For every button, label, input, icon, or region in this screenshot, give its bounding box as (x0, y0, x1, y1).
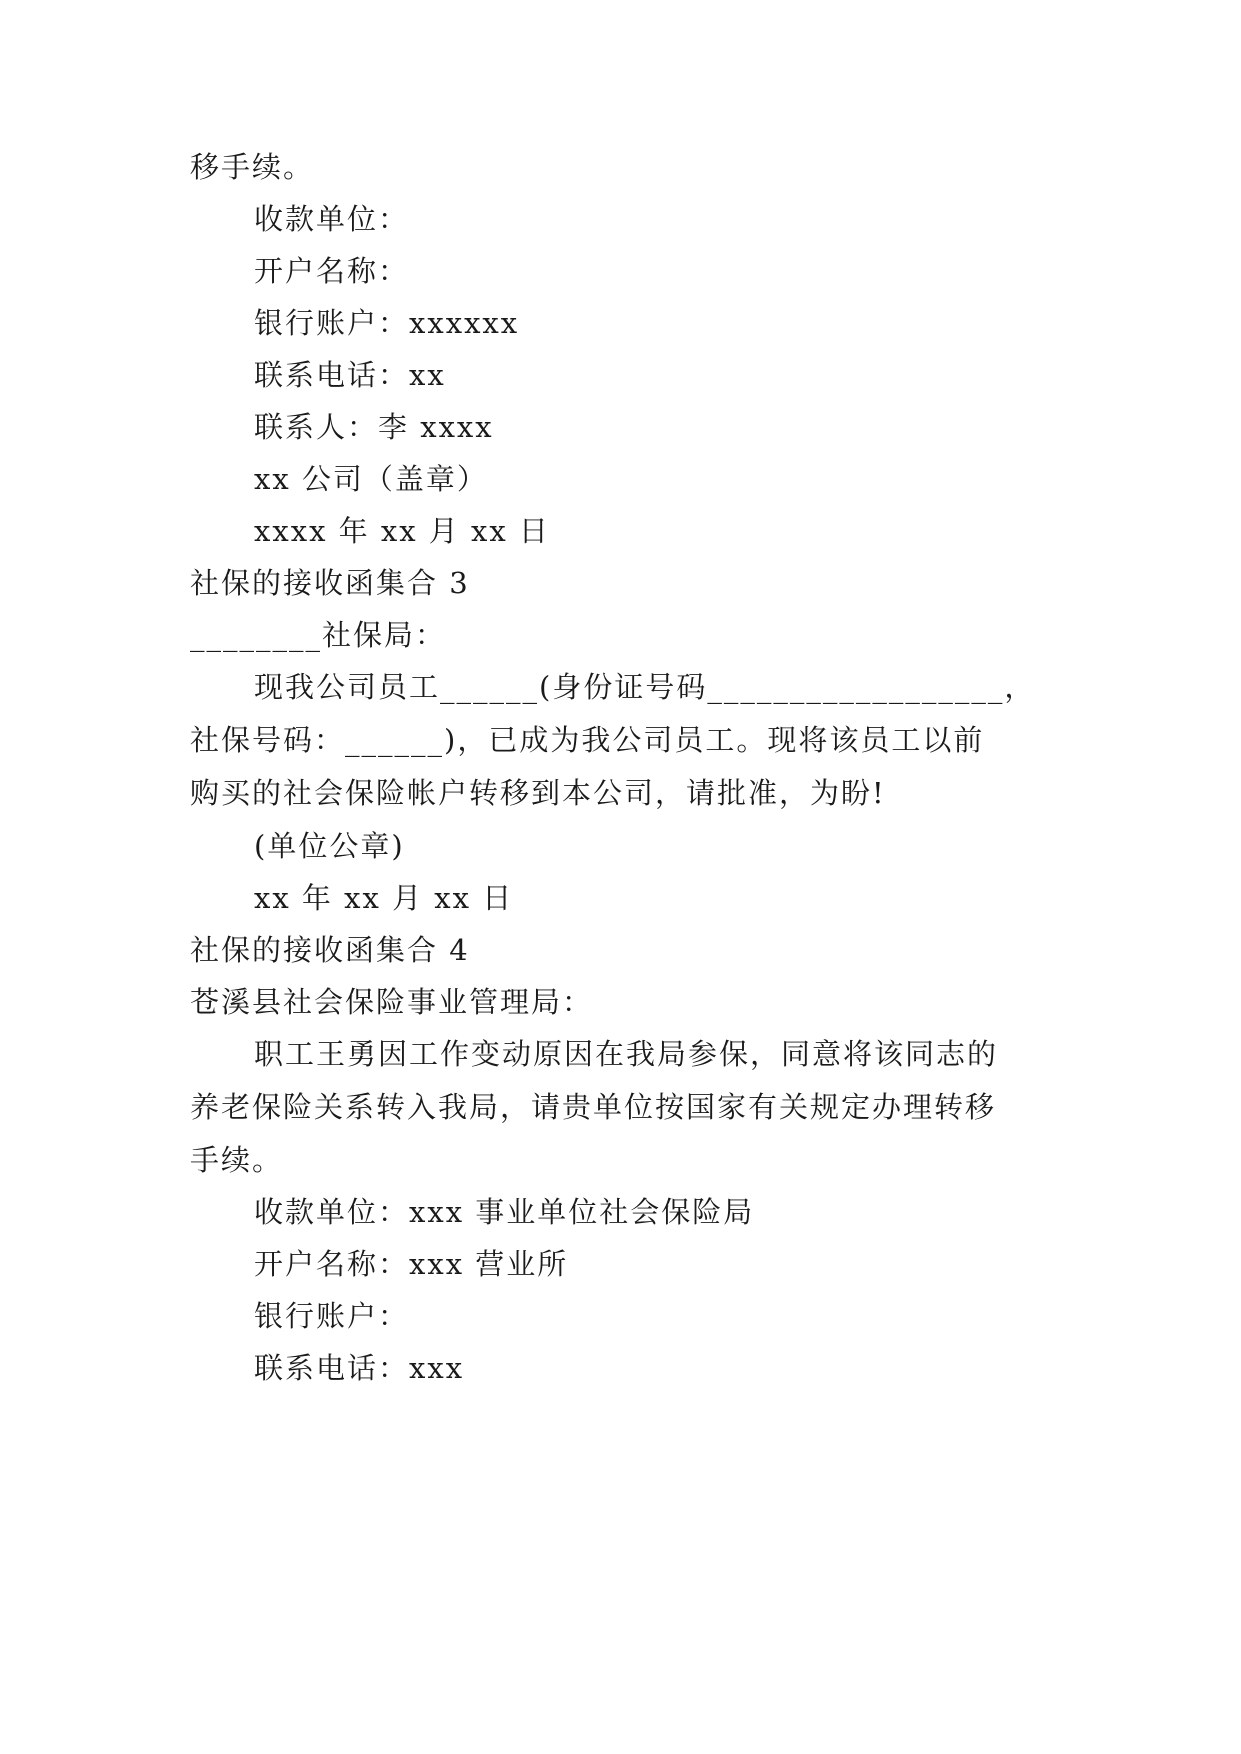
text-line: 社保号码：______)，已成为我公司员工。现将该员工以前 (190, 723, 985, 757)
text-line: 移手续。 (190, 150, 315, 184)
text-line: 养老保险关系转入我局，请贵单位按国家有关规定办理转移 (190, 1090, 997, 1124)
text-line: xxxx 年 xx 月 xx 日 (254, 514, 550, 548)
text-line: xx 年 xx 月 xx 日 (254, 881, 514, 915)
text-line: xx 公司（盖章） (254, 462, 488, 496)
text-line: 苍溪县社会保险事业管理局： (190, 985, 594, 1019)
text-line: 手续。 (190, 1143, 284, 1177)
text-line: 联系电话：xx (254, 358, 446, 392)
text-line: 银行账户： (254, 1299, 410, 1333)
text-line: 现我公司员工______(身份证号码__________________， (254, 670, 1036, 704)
section-heading: 社保的接收函集合 3 (190, 566, 470, 600)
text-line: 收款单位： (254, 202, 410, 236)
text-line: 收款单位：xxx 事业单位社会保险局 (254, 1195, 755, 1229)
text-line: 购买的社会保险帐户转移到本公司，请批准，为盼! (190, 776, 886, 810)
text-line: 开户名称：xxx 营业所 (254, 1247, 569, 1281)
text-line: 银行账户：xxxxxx (254, 306, 520, 340)
text-line: 开户名称： (254, 254, 410, 288)
text-line: (单位公章) (254, 829, 405, 863)
section-heading: 社保的接收函集合 4 (190, 933, 470, 967)
text-line: ________社保局： (190, 618, 447, 652)
text-line: 职工王勇因工作变动原因在我局参保，同意将该同志的 (254, 1037, 999, 1071)
text-line: 联系人：李 xxxx (254, 410, 494, 444)
text-line: 联系电话：xxx (254, 1351, 465, 1385)
